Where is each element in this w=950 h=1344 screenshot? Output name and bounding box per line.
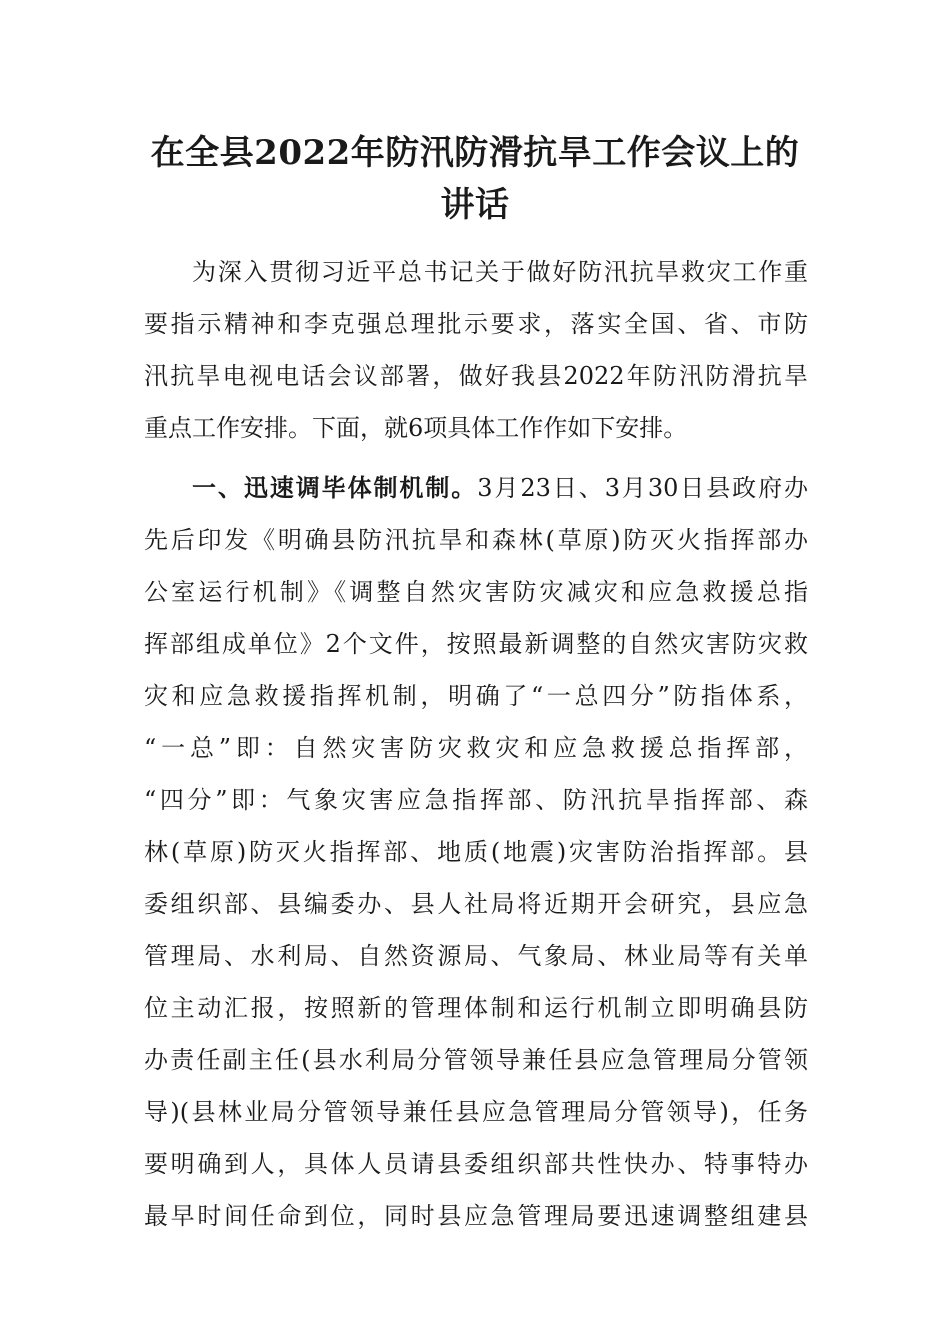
paragraph-line: 挥部组成单位》2个文件，按照最新调整的自然灾害防灾救: [144, 630, 808, 658]
document-title-line-2: 讲话: [440, 185, 510, 225]
document-title-line-1: 在全县2022年防汛防滑抗旱工作会议上的: [150, 133, 800, 173]
paragraph-line: 灾和应急救援指挥机制，明确了“一总四分”防指体系，: [144, 682, 808, 710]
paragraph-line: 为深入贯彻习近平总书记关于做好防汛抗旱救灾工作重: [192, 258, 808, 286]
paragraph-line: “一总”即：自然灾害防灾救灾和应急救援总指挥部，: [144, 734, 808, 762]
paragraph-line: 导)(县林业局分管领导兼任县应急管理局分管领导)，任务: [144, 1098, 808, 1126]
paragraph-line: 重点工作安排。下面，就6项具体工作作如下安排。: [144, 414, 688, 442]
paragraph-line: 办责任副主任(县水利局分管领导兼任县应急管理局分管领: [144, 1046, 808, 1074]
paragraph-line: 要指示精神和李克强总理批示要求，落实全国、省、市防: [144, 310, 808, 338]
paragraph-line: 公室运行机制》《调整自然灾害防灾减灾和应急救援总指: [144, 578, 808, 606]
section-1-first-line: [192, 470, 808, 506]
paragraph-line: 位主动汇报，按照新的管理体制和运行机制立即明确县防: [144, 994, 808, 1022]
paragraph-line: “四分”即：气象灾害应急指挥部、防汛抗旱指挥部、森: [144, 786, 808, 814]
section-1-heading: 一、迅速调毕体制机制。: [192, 473, 478, 502]
paragraph-line: 林(草原)防灭火指挥部、地质(地震)灾害防治指挥部。县: [144, 838, 808, 866]
paragraph-line: 先后印发《明确县防汛抗旱和森林(草原)防灭火指挥部办: [144, 526, 808, 554]
paragraph-line: 委组织部、县编委办、县人社局将近期开会研究，县应急: [144, 890, 808, 918]
section-1-first-line-text: 3月23日、3月30日县政府办: [477, 474, 809, 502]
paragraph-line: 汛抗旱电视电话会议部署，做好我县2022年防汛防滑抗旱: [144, 362, 808, 390]
paragraph-line: 最早时间任命到位，同时县应急管理局要迅速调整组建县: [144, 1202, 808, 1230]
paragraph-line: 要明确到人，具体人员请县委组织部共性快办、特事特办: [144, 1150, 808, 1178]
paragraph-line: 管理局、水利局、自然资源局、气象局、林业局等有关单: [144, 942, 808, 970]
